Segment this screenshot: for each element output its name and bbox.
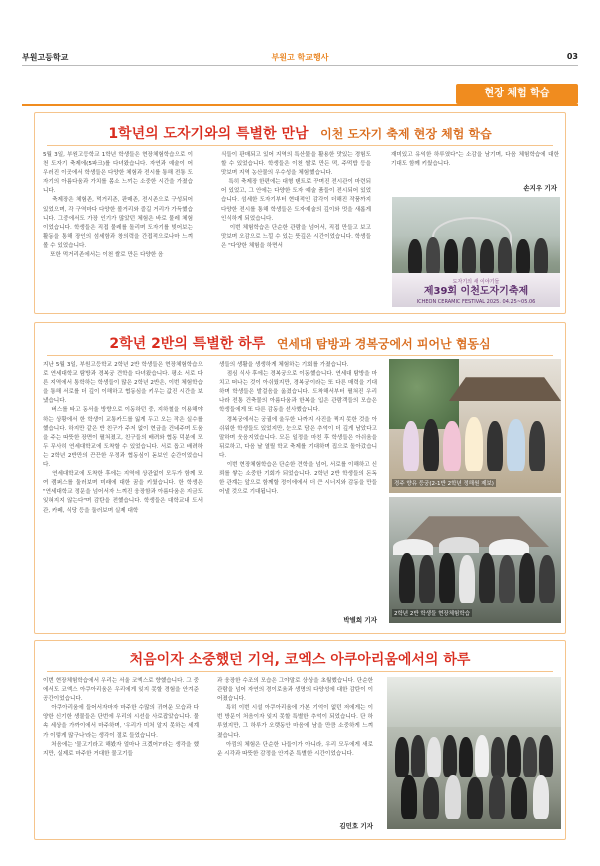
article-1-title	[35, 123, 565, 143]
article-1-title-divider	[47, 145, 553, 146]
student-figure	[499, 555, 515, 603]
page-header	[0, 0, 600, 70]
student-figure	[445, 775, 461, 819]
umbrella-shape	[489, 539, 529, 555]
article-2	[34, 322, 566, 634]
article-3-title-divider	[47, 671, 553, 672]
student-figure	[491, 737, 505, 777]
article-1-byline: 손지우 기자	[523, 184, 557, 192]
article-2-title	[35, 333, 565, 353]
student-figure	[423, 419, 439, 471]
student-figure	[533, 775, 549, 819]
student-figure	[459, 555, 475, 603]
student-figure	[529, 421, 545, 471]
student-figure	[399, 553, 415, 603]
student-figure	[489, 775, 505, 819]
header-divider	[22, 65, 578, 66]
student-figure	[411, 735, 425, 777]
article-3-photo	[387, 677, 561, 829]
article-2-photo-1-caption: 경주 향유 등궁(2-1반 2학년 정해원 제보)	[394, 481, 494, 487]
tree-shape	[389, 359, 459, 429]
banner-english: ICHEON CERAMIC FESTIVAL 2025. 04.25~05.06	[416, 299, 536, 305]
student-figure	[480, 239, 494, 275]
student-figure	[516, 239, 530, 275]
umbrella-shape	[439, 537, 479, 553]
palace-roof	[449, 367, 561, 401]
student-figure	[419, 555, 435, 603]
building-background	[387, 677, 561, 727]
article-1-title-sub: 이천 도자기 축제 현장 체험 학습	[320, 127, 492, 141]
article-1-col-2: 식들이 판매되고 있어 지역의 특산물을 활용한 맛있는 경험도 할 수 있었습니다. 학생들은 이천 쌀로 만든 떡, 주먹밥 등을 맛보며 지역 농산물의 우수성을 체험했습니다. 특히 축제장 한편에는 대형 텐트로 꾸며진 전시관이 마련되어 있었고, 그 안에는 다양한 도자 예술 품들이 전시되어 있었습니다. 섬세한 도자기부터 현대적인 감각이 더해진 작품까지 다양한 전시를 통해 학생들은 도자예술의 깊이와 멋을 새롭게 인식하게 되었습니다. 이번 체험학습은 단순한 관람을 넘어서, 직접 만들고 보고 맛보며 오감으로 느낄 수 있는 뜻깊은 시간이었습니다. 학생들은 "다양한 체험을 하면서	[221, 152, 371, 249]
student-figure	[523, 737, 537, 777]
umbrella-shape	[393, 539, 433, 555]
student-figure	[539, 735, 553, 777]
article-2-photo-2-caption: 2학년 2반 학생들 현장체험학습	[394, 611, 471, 617]
article-2-col-1: 지난 5월 3일, 부원고등학교 2학년 2반 학생들은 현장체험학습으로 연세대학교 탐방과 경복궁 견학을 다녀왔습니다. 평소 서로 다른 지역에서 통학하는 학생들이 많은 2학년 2반은, 이번 체험학습을 통해 서로를 더 깊이 이해하고 협동심을 키우는 값진 시간을 보냈습니다. 버스를 타고 동서울 방향으로 이동하던 중, 지하철을 이용해야 하는 상황에서 한 학생이 교통카드를 잃게 두고 오는 작은 실수를 했습니다. 하지만 같은 반 친구가 주저 없이 현금을 건네주며 도움을 주는 따뜻한 장면이 펼쳐졌고, 친구들의 배려와 협동 덕분에 모두 무사히 연세대학교에 도착할 수 있었습니다. 서로 돕고 배려하는 2학년 2반만의 끈끈한 우정과 협동심이 돋보인 순간이었습니다. 연세대학교에 도착한 후에는 지역에 상관없이 모두가 함께 모여 캠퍼스를 둘러보며 미래에 대한 꿈을 키웠습니다. 한 학생은 "연세대학교 정문을 넘어서자 느껴진 웅장함과 아름다움은 지금도 잊혀지지 않는다"며 감탄을 전했습니다. 학생들은 대학교내 도서관, 카페, 식당 등을 둘러보며 실제 대학	[43, 362, 203, 514]
student-figure	[439, 553, 455, 603]
section-name: 부원고 학교행사	[271, 53, 329, 62]
student-figure	[498, 237, 512, 275]
banner-subtitle: 도자기의 새 이야기들	[452, 279, 500, 285]
article-1-title-main: 1학년의 도자기와의 특별한 만남	[108, 126, 309, 142]
student-figure	[401, 775, 417, 819]
article-1	[34, 112, 566, 314]
student-figure	[479, 553, 495, 603]
article-3-title-main: 처음이자 소중했던 기억, 코엑스 아쿠아리움에서의 하루	[129, 652, 471, 668]
school-name: 부원고등학교	[22, 53, 69, 62]
category-badge: 현장 체험 학습	[456, 84, 578, 104]
article-2-byline: 박별희 기자	[343, 616, 377, 624]
article-1-col-3: 재미있고 유익한 하루였다"는 소감을 남기며, 다음 체험학습에 대한 기대도 함께 키웠습니다.	[391, 152, 561, 168]
student-figure	[459, 737, 473, 777]
student-figure	[444, 239, 458, 275]
student-figure	[403, 421, 419, 471]
article-2-title-sub: 연세대 탐방과 경복궁에서 피어난 협동심	[276, 337, 491, 351]
student-figure	[507, 735, 521, 777]
article-3-title	[35, 649, 565, 669]
festival-banner	[392, 273, 560, 307]
article-3-col-2: 과 웅장한 수조의 모습은 그야말로 상상을 초월했습니다. 단순한 관람을 넘어 자연의 경이로움과 생명의 다양성에 대한 감탄이 이어졌습니다. 특히 이번 시설 아쿠아리움에 가본 기억이 없던 저에게는 이번 방문이 처음이자 잊지 못할 특별한 추억이 되었습니다. 단 하루였지만, 그 하루가 오랫동안 마음에 남을 만큼 소중하게 느껴졌습니다. 아낌의 체험은 단순한 나들이가 아니라, 우리 모두에게 새로운 시각과 따뜻한 감정을 안겨준 특별한 시간이었습니다.	[217, 678, 373, 757]
student-figure	[487, 421, 503, 471]
article-2-photo-2	[389, 497, 561, 623]
student-figure	[426, 237, 440, 275]
student-figure	[423, 777, 439, 819]
article-1-photo	[392, 197, 560, 307]
article-1-col-1: 5월 3일, 부원고등학교 1학년 학생들은 현장체험학습으로 이천 도자기 축제에(5파크)를 다녀왔습니다. 자연과 예술이 어우러진 이곳에서 학생들은 다양한 체험과 전시를 통해 전통 도자기의 아름다움과 가치를 몸소 느끼는 소중한 시간을 가졌습니다. 축제장은 체험존, 먹거리존, 판매존, 전시존으로 구성되어 있었으며, 각 구역마다 다양한 볼거리와 즐길 거리가 가득했습니다. 그중에서도 가장 인기가 많았던 체험은 바로 물레 체험이었습니다. 학생들은 직접 물레를 돌리며 도자기를 빚어보는 활동을 통해 장인의 섬세함과 창의력을 간접적으로나마 느껴볼 수 있었습니다. 또한 먹거리존에서는 이천 쌀로 만든 다양한 음	[43, 152, 193, 259]
page-number: 03	[566, 52, 578, 61]
student-figure	[534, 238, 548, 275]
student-figure	[519, 553, 535, 603]
article-2-photo-1	[389, 359, 561, 493]
article-2-col-2: 생들의 생활을 생생하게 체험하는 기회를 가졌습니다. 점심 식사 후에는 경복궁으로 이동했습니다. 연세대 탐방을 마치고 떠나는 것이 아쉬웠지만, 경복궁이라는 또 다른 매력을 기대하며 학생들은 발걸음을 옮겼습니다. 도착해서부터 펼쳐진 우리나라 전통 건축물의 아름다움과 한복을 입은 관람객들의 모습은 학생들에게 또 다른 감동을 선사했습니다. 경복궁에서는 궁궐에 울두한 나까지 사진을 찍지 못한 것을 아쉬워한 학생들도 있었지만, 눈으로 담은 추억이 더 깊게 남았다고 말하며 웃음지었습니다. 모든 일정을 마친 후 학생들은 아쉬움을 뒤로하고, 다음 날 열릴 학교 축제를 기대하며 집으로 돌아갔습니다. 이번 현장체험학습은 단순한 견학을 넘어, 서로를 이해하고 신뢰를 쌓는 소중한 기회가 되었습니다. 2학년 2반 학생들의 돈독한 관계는 앞으로 함께할 정이에에서 더 큰 시너지와 감동을 만들어낼 것으로 기대됩니다.	[219, 362, 377, 496]
student-figure	[507, 419, 525, 471]
student-figure	[539, 555, 555, 603]
student-figure	[462, 237, 476, 275]
student-figure	[443, 735, 457, 777]
student-figure	[511, 777, 527, 819]
article-3-byline: 김민호 기자	[339, 822, 373, 830]
article-2-title-divider	[47, 355, 553, 356]
article-3	[34, 640, 566, 840]
article-3-col-1: 이번 현장체험학습에서 우리는 서울 코엑스로 향했습니다. 그 중에서도 코엑스 아쿠아리움은 우리에게 잊지 못할 경험을 안겨준 공간이었습니다. 아쿠아리움에 들어서자마자 마주한 수많의 귀여운 모습과 다양한 신기한 생물들은 단번에 우리의 시선을 사로잡았습니다. 물속 세상을 가까이에서 마주하며, '우리가 미처 알지 못하는 세계가 이렇게 많구나'라는 생각이 절로 들었습니다. 처음에는 '물고기라고 해봤자 얼마나 크겠어?'라는 생각을 했지만, 실제로 마주한 거대한 물고기들	[43, 678, 199, 757]
student-figure	[408, 239, 422, 275]
student-figure	[467, 777, 483, 819]
student-figure	[395, 737, 409, 777]
student-figure	[465, 417, 483, 471]
article-2-title-main: 2학년 2반의 특별한 하루	[109, 336, 266, 352]
category-divider	[22, 104, 578, 106]
student-figure	[475, 735, 489, 777]
student-figure	[427, 737, 441, 777]
banner-title: 제39회 이천도자기축제	[423, 286, 529, 297]
student-figure	[443, 421, 461, 471]
